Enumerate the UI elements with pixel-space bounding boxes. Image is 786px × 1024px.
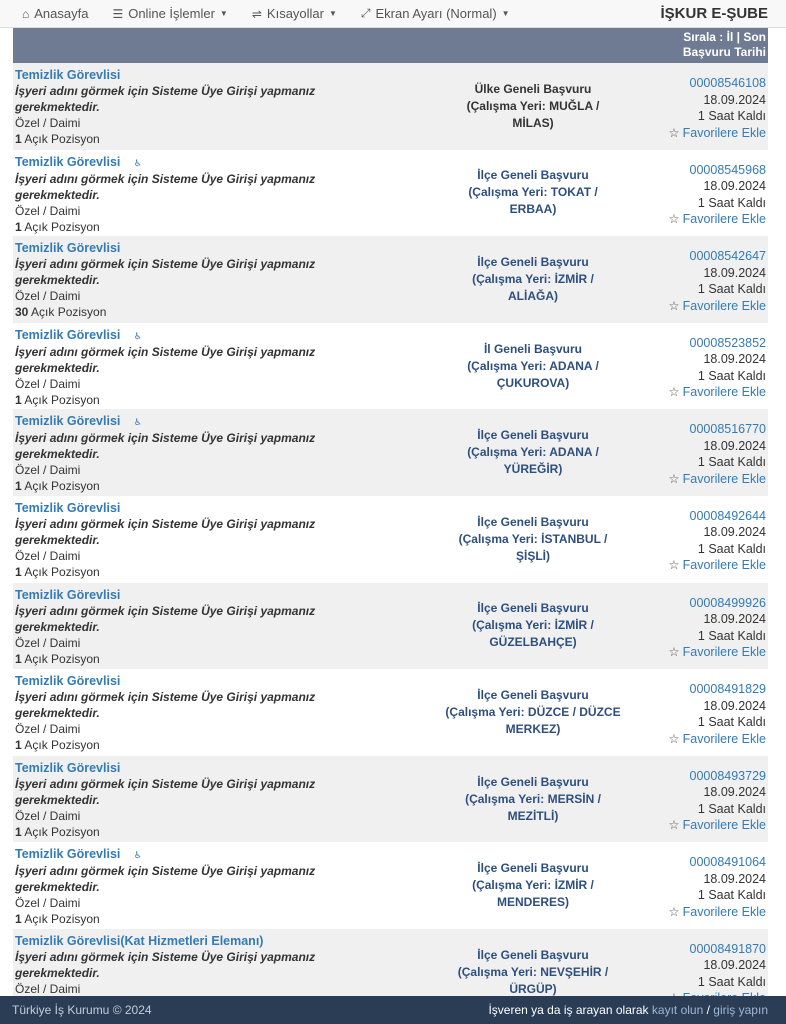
work-location-line2: MENDERES) bbox=[496, 895, 569, 910]
footer-copyright: Türkiye İş Kurumu © 2024 bbox=[12, 1003, 152, 1017]
table-row bbox=[13, 63, 768, 150]
scope-label: İl Geneli Başvuru bbox=[483, 341, 583, 356]
application-scope bbox=[413, 842, 653, 929]
table-row bbox=[13, 236, 768, 323]
star-icon: ☆ bbox=[668, 645, 680, 660]
shuffle-icon: ⇌ bbox=[251, 6, 262, 21]
add-favorite-label: Favorilere Ekle bbox=[682, 212, 766, 227]
position-label: Açık Pozisyon bbox=[24, 392, 100, 407]
nav-shortcuts-label: Kısayollar bbox=[266, 6, 324, 21]
employment-type: Özel / Daimi bbox=[15, 808, 81, 823]
star-icon: ☆ bbox=[668, 818, 680, 833]
time-remaining: 1 Saat Kaldı bbox=[697, 282, 766, 297]
time-remaining: 1 Saat Kaldı bbox=[697, 195, 766, 210]
work-location-line1: (Çalışma Yeri: ADANA / bbox=[467, 445, 599, 460]
time-remaining: 1 Saat Kaldı bbox=[697, 974, 766, 989]
job-id-link[interactable]: 00008493729 bbox=[689, 768, 766, 783]
star-icon: ☆ bbox=[668, 558, 680, 573]
job-meta bbox=[668, 248, 766, 314]
accessibility-icon: ♿ bbox=[133, 157, 142, 168]
login-warning: İşyeri adını görmek için Sisteme Üye Girişi yapmanız gerekmektedir. bbox=[15, 690, 316, 721]
login-warning: İşyeri adını görmek için Sisteme Üye Girişi yapmanız gerekmektedir. bbox=[15, 84, 316, 114]
nav-home-label: Anasayfa bbox=[34, 6, 89, 21]
job-title-link[interactable]: Temizlik Görevlisi bbox=[15, 587, 121, 602]
star-icon: ☆ bbox=[668, 904, 680, 919]
add-favorite-label: Favorilere Ekle bbox=[682, 818, 766, 833]
job-info bbox=[15, 240, 375, 323]
job-meta bbox=[668, 508, 766, 574]
position-label: Açık Pozisyon bbox=[24, 738, 100, 753]
job-listing-table bbox=[13, 28, 768, 996]
nav-kisayollar[interactable] bbox=[240, 0, 349, 28]
caret-down-icon: ▼ bbox=[219, 9, 228, 18]
open-positions bbox=[15, 651, 375, 667]
star-icon: ☆ bbox=[668, 385, 680, 400]
expand-icon: ⤢ bbox=[360, 6, 371, 20]
position-count: 1 bbox=[15, 912, 22, 927]
table-row bbox=[13, 150, 768, 237]
table-row bbox=[13, 669, 768, 756]
job-meta bbox=[668, 595, 766, 661]
star-icon: ☆ bbox=[668, 471, 680, 486]
job-title-link[interactable]: Temizlik Görevlisi bbox=[15, 674, 121, 689]
deadline-date: 18.09.2024 bbox=[703, 179, 766, 194]
employment-type: Özel / Daimi bbox=[15, 289, 81, 304]
login-warning: İşyeri adını görmek için Sisteme Üye Girişi yapmanız gerekmektedir. bbox=[15, 431, 316, 462]
employment-type: Özel / Daimi bbox=[15, 722, 81, 737]
position-count: 1 bbox=[15, 219, 22, 234]
caret-down-icon: ▼ bbox=[328, 9, 337, 18]
table-header bbox=[13, 28, 768, 63]
position-count: 1 bbox=[15, 132, 22, 146]
job-info bbox=[15, 673, 375, 756]
open-positions bbox=[15, 824, 375, 840]
scope-label: İlçe Geneli Başvuru bbox=[477, 514, 589, 529]
add-favorite-button[interactable] bbox=[668, 211, 766, 228]
scope-label: Ülke Geneli Başvuru bbox=[474, 81, 592, 96]
deadline-date: 18.09.2024 bbox=[703, 92, 766, 107]
position-count: 30 bbox=[15, 305, 29, 320]
deadline-date: 18.09.2024 bbox=[703, 352, 766, 367]
accessibility-icon: ♿ bbox=[133, 850, 142, 861]
job-title-link[interactable]: Temizlik Görevlisi bbox=[15, 847, 121, 862]
position-count: 1 bbox=[15, 824, 22, 839]
add-favorite-label: Favorilere Ekle bbox=[682, 125, 766, 140]
time-remaining: 1 Saat Kaldı bbox=[697, 715, 766, 730]
position-label: Açık Pozisyon bbox=[24, 479, 100, 494]
employment-type: Özel / Daimi bbox=[15, 463, 81, 478]
work-location-line2: YÜREĞİR) bbox=[503, 462, 563, 477]
table-row bbox=[13, 756, 768, 843]
work-location-line2: GÜZELBAHÇE) bbox=[489, 635, 577, 650]
job-id-link[interactable]: 00008542647 bbox=[689, 249, 766, 264]
job-info bbox=[15, 327, 375, 410]
open-positions bbox=[15, 392, 375, 408]
work-location-line1: (Çalışma Yeri: İZMİR / bbox=[472, 618, 594, 633]
open-positions bbox=[15, 564, 375, 580]
position-label: Açık Pozisyon bbox=[31, 305, 107, 320]
brand-title[interactable]: İŞKUR E-ŞUBE bbox=[660, 5, 768, 22]
job-meta bbox=[668, 421, 766, 487]
table-row bbox=[13, 842, 768, 929]
star-icon: ☆ bbox=[668, 212, 680, 227]
work-location-line1: (Çalışma Yeri: NEVŞEHİR / bbox=[457, 964, 609, 979]
open-positions bbox=[15, 304, 375, 320]
work-location-line1: (Çalışma Yeri: ADANA / bbox=[467, 358, 599, 373]
employment-type: Özel / Daimi bbox=[15, 116, 81, 130]
employment-type: Özel / Daimi bbox=[15, 548, 81, 563]
job-info bbox=[15, 413, 375, 496]
footer-prompt: İşveren ya da iş arayan olarak bbox=[488, 1003, 649, 1017]
time-remaining: 1 Saat Kaldı bbox=[697, 628, 766, 643]
work-location-line2: ÜRGÜP) bbox=[509, 981, 557, 996]
application-scope bbox=[413, 496, 653, 583]
add-favorite-button[interactable] bbox=[668, 904, 766, 921]
job-info bbox=[15, 587, 375, 670]
position-count: 1 bbox=[15, 738, 22, 753]
accessibility-icon: ♿ bbox=[133, 330, 142, 341]
deadline-date: 18.09.2024 bbox=[703, 612, 766, 627]
employment-type: Özel / Daimi bbox=[15, 981, 81, 996]
table-row bbox=[13, 496, 768, 583]
job-meta bbox=[668, 854, 766, 920]
login-warning: İşyeri adını görmek için Sisteme Üye Girişi yapmanız gerekmektedir. bbox=[15, 864, 316, 895]
job-meta bbox=[668, 681, 766, 747]
position-count: 1 bbox=[15, 392, 22, 407]
position-label: Açık Pozisyon bbox=[24, 219, 100, 234]
caret-down-icon: ▼ bbox=[501, 9, 510, 18]
scope-label: İlçe Geneli Başvuru bbox=[477, 947, 589, 962]
job-id-link[interactable]: 00008492644 bbox=[689, 508, 766, 523]
job-info bbox=[15, 760, 375, 843]
scope-label: İlçe Geneli Başvuru bbox=[477, 861, 589, 876]
work-location-line2: MİLAS) bbox=[512, 115, 554, 130]
job-info bbox=[15, 67, 375, 150]
time-remaining: 1 Saat Kaldı bbox=[697, 541, 766, 556]
work-location-line1: (Çalışma Yeri: TOKAT / bbox=[468, 185, 598, 200]
add-favorite-label: Favorilere Ekle bbox=[682, 558, 766, 573]
position-count: 1 bbox=[15, 651, 22, 666]
add-favorite-button[interactable] bbox=[668, 557, 766, 574]
job-id-link[interactable]: 00008491829 bbox=[689, 682, 766, 697]
job-id-link[interactable]: 00008523852 bbox=[689, 335, 766, 350]
footer bbox=[0, 996, 786, 1024]
time-remaining: 1 Saat Kaldı bbox=[697, 801, 766, 816]
scope-label: İlçe Geneli Başvuru bbox=[477, 428, 589, 443]
position-count: 1 bbox=[15, 479, 22, 494]
job-id-link[interactable]: 00008545968 bbox=[689, 162, 766, 177]
job-title-link[interactable]: Temizlik Görevlisi bbox=[15, 760, 121, 775]
time-remaining: 1 Saat Kaldı bbox=[697, 368, 766, 383]
employment-type: Özel / Daimi bbox=[15, 203, 81, 218]
job-id-link[interactable]: 00008546108 bbox=[689, 76, 766, 90]
position-label: Açık Pozisyon bbox=[24, 564, 100, 579]
time-remaining: 1 Saat Kaldı bbox=[697, 455, 766, 470]
add-favorite-button[interactable] bbox=[668, 731, 766, 748]
work-location-line1: (Çalışma Yeri: İZMİR / bbox=[472, 271, 594, 286]
deadline-date: 18.09.2024 bbox=[703, 525, 766, 540]
job-id-link[interactable]: 00008499926 bbox=[689, 595, 766, 610]
position-label: Açık Pozisyon bbox=[24, 132, 100, 146]
open-positions bbox=[15, 131, 375, 147]
login-warning: İşyeri adını görmek için Sisteme Üye Girişi yapmanız gerekmektedir. bbox=[15, 257, 316, 288]
job-meta bbox=[668, 335, 766, 401]
scope-label: İlçe Geneli Başvuru bbox=[477, 687, 589, 702]
time-remaining: 1 Saat Kaldı bbox=[697, 109, 766, 123]
application-scope bbox=[413, 150, 653, 237]
position-count: 1 bbox=[15, 564, 22, 579]
application-scope bbox=[413, 669, 653, 756]
scope-label: İlçe Geneli Başvuru bbox=[477, 254, 589, 269]
star-icon: ☆ bbox=[668, 125, 680, 140]
job-title-link[interactable]: Temizlik Görevlisi bbox=[15, 68, 121, 82]
application-scope bbox=[413, 583, 653, 670]
deadline-date: 18.09.2024 bbox=[703, 785, 766, 800]
login-warning: İşyeri adını görmek için Sisteme Üye Girişi yapmanız gerekmektedir. bbox=[15, 603, 316, 634]
footer-auth bbox=[488, 1003, 768, 1017]
job-info bbox=[15, 846, 375, 929]
open-positions bbox=[15, 478, 375, 494]
add-favorite-button[interactable] bbox=[668, 298, 766, 315]
position-label: Açık Pozisyon bbox=[24, 651, 100, 666]
star-icon: ☆ bbox=[668, 298, 680, 313]
top-navbar bbox=[0, 0, 786, 28]
table-row bbox=[13, 583, 768, 670]
add-favorite-label: Favorilere Ekle bbox=[682, 731, 766, 746]
deadline-date: 18.09.2024 bbox=[703, 958, 766, 973]
job-id-link[interactable]: 00008516770 bbox=[689, 422, 766, 437]
application-scope bbox=[413, 756, 653, 843]
list-icon: ☰ bbox=[112, 6, 124, 21]
add-favorite-label: Favorilere Ekle bbox=[682, 385, 766, 400]
add-favorite-label: Favorilere Ekle bbox=[682, 904, 766, 919]
add-favorite-label: Favorilere Ekle bbox=[682, 645, 766, 660]
nav-online-label: Online İşlemler bbox=[128, 6, 215, 21]
work-location-line1: (Çalışma Yeri: MUĞLA / bbox=[466, 98, 600, 113]
employment-type: Özel / Daimi bbox=[15, 896, 81, 911]
work-location-line2: ŞİŞLİ) bbox=[515, 548, 550, 563]
table-row bbox=[13, 323, 768, 410]
job-title-link[interactable]: Temizlik Görevlisi bbox=[15, 327, 121, 342]
home-icon: ⌂ bbox=[22, 6, 30, 21]
application-scope bbox=[413, 323, 653, 410]
deadline-date: 18.09.2024 bbox=[703, 871, 766, 886]
job-title-link[interactable]: Temizlik Görevlisi(Kat Hizmetleri Elemanı) bbox=[15, 933, 264, 948]
work-location-line1: (Çalışma Yeri: MERSİN / bbox=[465, 791, 601, 806]
add-favorite-label: Favorilere Ekle bbox=[682, 298, 766, 313]
scope-label: İlçe Geneli Başvuru bbox=[477, 601, 589, 616]
accessibility-icon: ♿ bbox=[133, 417, 142, 428]
sort-label-line1[interactable]: Sırala : İl | Son bbox=[683, 30, 766, 44]
nav-home[interactable] bbox=[0, 0, 100, 28]
add-favorite-button[interactable] bbox=[668, 644, 766, 661]
job-info bbox=[15, 500, 375, 583]
login-warning: İşyeri adını görmek için Sisteme Üye Girişi yapmanız gerekmektedir. bbox=[15, 776, 316, 807]
open-positions bbox=[15, 737, 375, 753]
register-link[interactable]: kayıt olun bbox=[651, 1003, 704, 1017]
job-meta bbox=[668, 768, 766, 834]
work-location-line1: (Çalışma Yeri: DÜZCE / DÜZCE bbox=[445, 704, 621, 719]
add-favorite-button[interactable] bbox=[668, 817, 766, 834]
job-id-link[interactable]: 00008491870 bbox=[689, 941, 766, 956]
job-title-link[interactable]: Temizlik Görevlisi bbox=[15, 154, 121, 169]
work-location-line2: MERKEZ) bbox=[505, 721, 561, 736]
job-title-link[interactable]: Temizlik Görevlisi bbox=[15, 500, 121, 515]
login-warning: İşyeri adını görmek için Sisteme Üye Girişi yapmanız gerekmektedir. bbox=[15, 949, 316, 980]
star-icon: ☆ bbox=[668, 731, 680, 746]
add-favorite-button[interactable] bbox=[668, 125, 766, 142]
application-scope bbox=[413, 409, 653, 496]
table-row bbox=[13, 409, 768, 496]
scope-label: İlçe Geneli Başvuru bbox=[477, 774, 589, 789]
application-scope bbox=[413, 63, 653, 150]
application-scope bbox=[413, 236, 653, 323]
job-rows bbox=[13, 63, 768, 1016]
scope-label: İlçe Geneli Başvuru bbox=[477, 168, 589, 183]
position-label: Açık Pozisyon bbox=[24, 912, 100, 927]
job-title-link[interactable]: Temizlik Görevlisi bbox=[15, 241, 121, 256]
add-favorite-button[interactable] bbox=[668, 384, 766, 401]
nav-screen-label: Ekran Ayarı (Normal) bbox=[375, 6, 497, 21]
add-favorite-label: Favorilere Ekle bbox=[682, 471, 766, 486]
work-location-line1: (Çalışma Yeri: İZMİR / bbox=[472, 878, 594, 893]
job-meta bbox=[668, 75, 766, 141]
work-location-line2: ERBAA) bbox=[509, 202, 557, 217]
add-favorite-button[interactable] bbox=[668, 471, 766, 488]
login-warning: İşyeri adını görmek için Sisteme Üye Girişi yapmanız gerekmektedir. bbox=[15, 171, 316, 202]
deadline-date: 18.09.2024 bbox=[703, 438, 766, 453]
work-location-line1: (Çalışma Yeri: İSTANBUL / bbox=[458, 531, 608, 546]
sort-label-line2[interactable]: Başvuru Tarihi bbox=[682, 45, 766, 59]
open-positions bbox=[15, 219, 375, 235]
time-remaining: 1 Saat Kaldı bbox=[697, 888, 766, 903]
work-location-line2: MEZİTLİ) bbox=[507, 808, 559, 823]
job-title-link[interactable]: Temizlik Görevlisi bbox=[15, 414, 121, 429]
footer-separator: / bbox=[706, 1003, 710, 1017]
work-location-line2: ÇUKUROVA) bbox=[496, 375, 570, 390]
login-warning: İşyeri adını görmek için Sisteme Üye Girişi yapmanız gerekmektedir. bbox=[15, 516, 316, 547]
job-id-link[interactable]: 00008491064 bbox=[689, 855, 766, 870]
open-positions bbox=[15, 911, 375, 927]
position-label: Açık Pozisyon bbox=[24, 824, 100, 839]
employment-type: Özel / Daimi bbox=[15, 376, 81, 391]
login-warning: İşyeri adını görmek için Sisteme Üye Girişi yapmanız gerekmektedir. bbox=[15, 344, 316, 375]
job-info bbox=[15, 154, 375, 237]
deadline-date: 18.09.2024 bbox=[703, 265, 766, 280]
deadline-date: 18.09.2024 bbox=[703, 698, 766, 713]
job-meta bbox=[668, 162, 766, 228]
nav-online-islemler[interactable] bbox=[100, 0, 239, 28]
work-location-line2: ALİAĞA) bbox=[508, 288, 558, 303]
employment-type: Özel / Daimi bbox=[15, 635, 81, 650]
login-link[interactable]: giriş yapın bbox=[713, 1003, 768, 1017]
nav-ekran-ayari[interactable] bbox=[349, 0, 522, 28]
